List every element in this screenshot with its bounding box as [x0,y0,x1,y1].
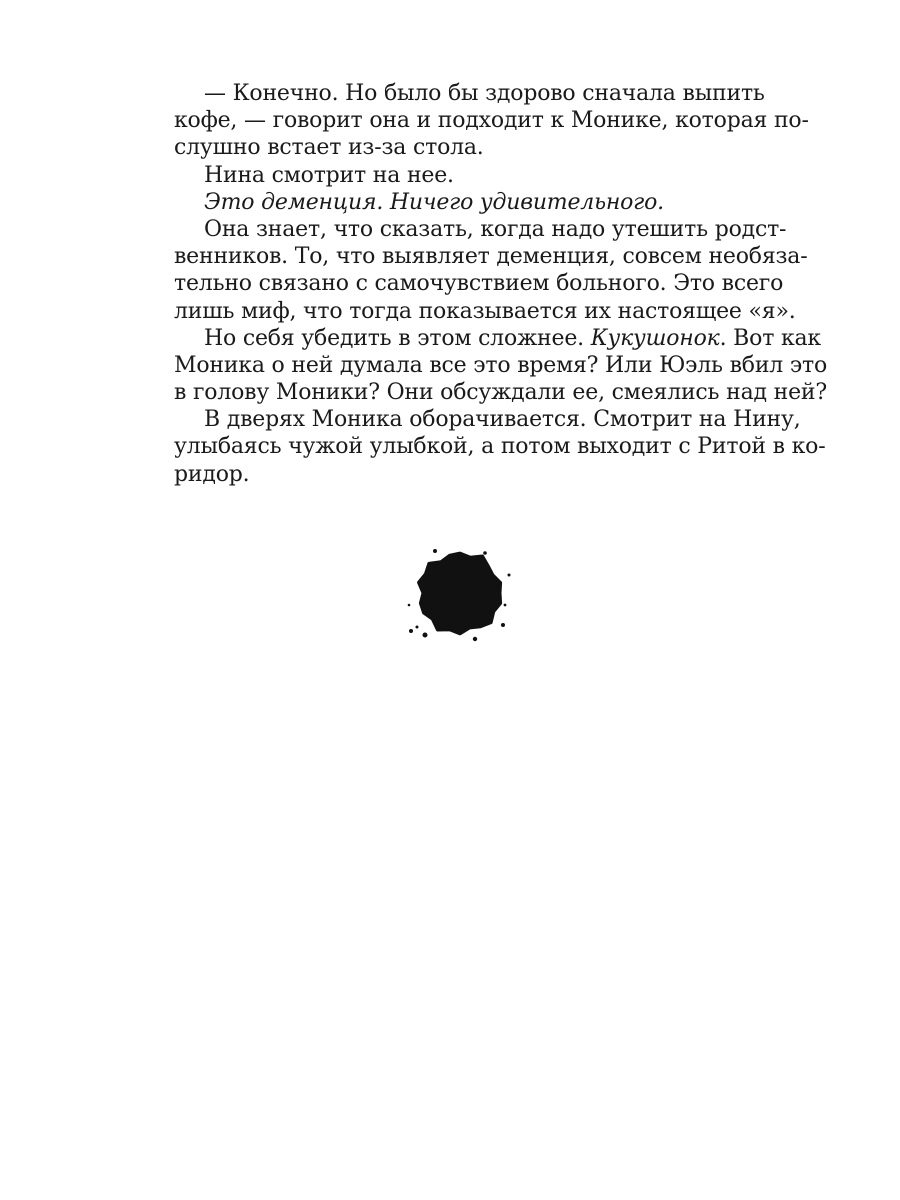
italic-text: Это деменция. Ничего удивительного. [204,189,664,215]
text-line [174,352,827,379]
paragraph [174,80,809,162]
paragraph [174,189,749,216]
ink-blot-icon [405,545,515,645]
text-run: в голову Моники? Они обсуждали ее, смеялись над ней? [174,380,827,406]
text-line [174,325,821,352]
text-run: лишь миф, что тогда показывается их настоящее «я». [174,298,796,324]
ink-drop [433,549,437,553]
ink-drop [416,626,419,629]
ink-drop [504,604,507,607]
text-line [174,379,827,406]
text-run: ридор. [174,461,250,487]
body-text [174,80,827,488]
ink-drop [483,551,487,555]
text-run: кофе, — говорит она и подходит к Монике, которая по- [174,108,809,134]
text-run: Она знает, что сказать, когда надо утешить родст- [204,216,787,242]
text-run: слушно встает из-за стола. [174,135,484,161]
text-line [174,298,796,325]
paragraph [174,325,827,407]
ink-drop [423,633,428,638]
ink-drop [409,629,413,633]
text-line [174,243,808,270]
text-run: . Вот как [719,325,821,351]
text-line [174,461,749,488]
text-run: улыбаясь чужой улыбкой, а потом выходит с Ритой в ко- [174,434,826,460]
italic-text: Кукушонок [590,325,720,351]
text-line [174,189,749,216]
paragraph [174,162,749,189]
text-line [174,406,801,433]
text-run: Моника о ней думала все это время? Или Юэль вбил это [174,352,827,378]
text-line [174,80,765,107]
text-line [174,216,787,243]
paragraph [174,216,808,325]
ink-drop [408,604,411,607]
text-run: венников. То, что выявляет деменция, совсем необяза- [174,244,808,270]
text-line [174,162,749,189]
ink-drop [501,623,505,627]
ink-drop [508,574,511,577]
text-run: тельно связано с самочувствием больного. Это всего [174,271,784,297]
text-run: Нина смотрит на нее. [204,162,454,188]
paragraph [174,406,826,488]
text-line [174,270,784,297]
ink-drop [473,637,477,641]
text-line [174,107,809,134]
text-line [174,433,826,460]
ink-blot-body [419,553,501,634]
text-line [174,134,749,161]
text-run: Но себя убедить в этом сложнее. [204,325,591,351]
text-run: — Конечно. Но было бы здорово сначала выпить [204,81,765,106]
text-run: В дверях Моника оборачивается. Смотрит на Нину, [204,407,801,433]
